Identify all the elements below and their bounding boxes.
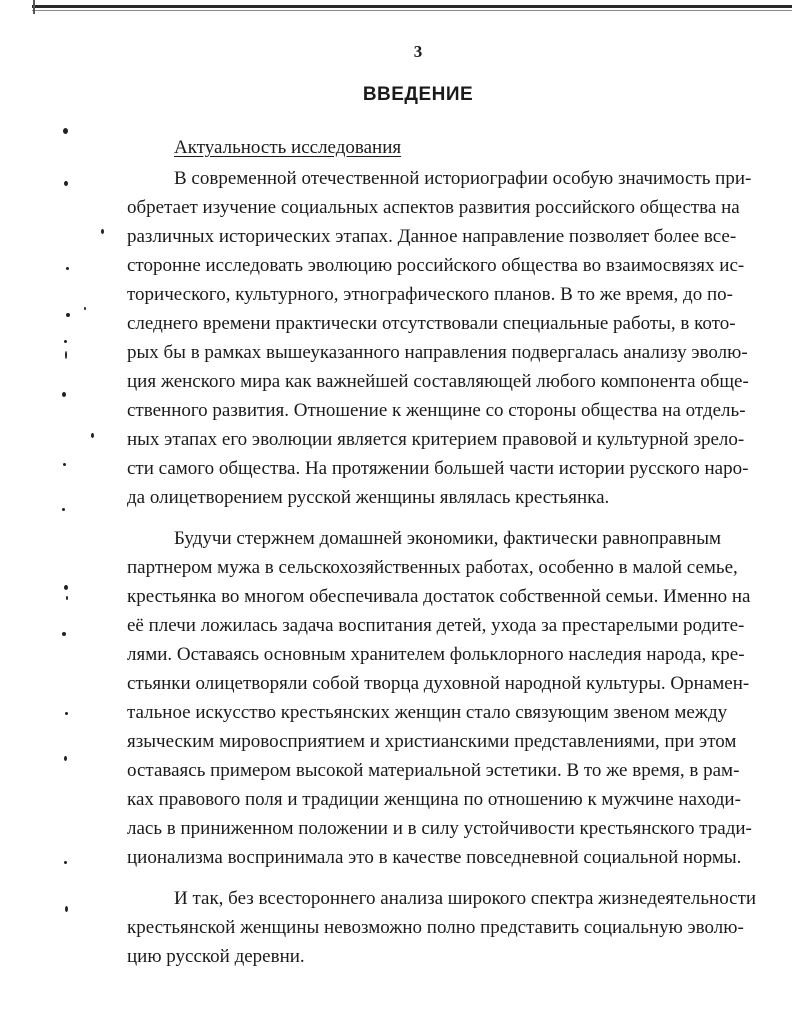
scan-speck: [63, 128, 68, 134]
text-line: лями. Оставаясь основным хранителем фольклорного наследия народа, кре-: [127, 644, 745, 665]
scan-top-border-thin: [32, 10, 792, 11]
paragraph-gap: [127, 872, 713, 884]
scan-speck: [64, 340, 67, 343]
scan-speck: [66, 267, 69, 270]
scan-speck: [65, 906, 68, 912]
text-line: её плечи ложилась задача воспитания детей, ухода за престарелыми родите-: [127, 615, 745, 636]
scan-speck: [62, 392, 66, 397]
text-line: оставаясь примером высокой материальной эстетики. В то же время, в рам-: [127, 760, 740, 781]
text-line: сторонне исследовать эволюцию российского общества во взаимосвязях ис-: [127, 255, 745, 276]
text-line: ках правового поля и традиции женщина по отношению к мужчине находи-: [127, 789, 741, 810]
text-line: крестьянка во многом обеспечивала достаток собственной семьи. Именно на: [127, 586, 751, 607]
scan-speck: [62, 632, 66, 636]
scan-speck: [64, 585, 68, 590]
text-line: торического, культурного, этнографического планов. В то же время, до по-: [127, 284, 733, 305]
page-number: 3: [413, 42, 423, 61]
scan-speck: [91, 433, 94, 438]
text-line: Будучи стержнем домашней экономики, фактически равноправным: [174, 528, 721, 549]
scan-speck: [84, 307, 86, 310]
text-line: В современной отечественной историографии особую значимость при-: [174, 168, 752, 189]
text-line: следнего времени практически отсутствовали специальные работы, в кото-: [127, 313, 736, 334]
paragraph-gap: [127, 512, 713, 524]
body-text: [127, 164, 757, 971]
text-line: лась в приниженном положении и в силу устойчивости крестьянского тради-: [127, 818, 752, 839]
text-line: различных исторических этапах. Данное направление позволяет более все-: [127, 226, 737, 247]
text-line: тальное искусство крестьянских женщин стало связующим звеном между: [127, 702, 728, 723]
scan-speck: [64, 756, 67, 761]
text-line: ных этапах его эволюции является критерием правовой и культурной зрело-: [127, 429, 745, 450]
scan-left-edge: [33, 0, 35, 14]
scan-speck: [65, 712, 68, 715]
text-line: ция женского мира как важнейшей составляющей любого компонента обще-: [127, 371, 749, 392]
scan-speck: [62, 508, 65, 511]
text-line: стьянки олицетворяли собой творца духовной народной культуры. Орнамен-: [127, 673, 750, 694]
scan-speck: [65, 351, 67, 359]
text-line: цию русской деревни.: [127, 946, 305, 967]
text-line: сти самого общества. На протяжении большей части истории русского наро-: [127, 458, 749, 479]
text-line: партнером мужа в сельскохозяйственных работах, особенно в малой семье,: [127, 557, 738, 578]
text-line: да олицетворением русской женщины являлась крестьянка.: [127, 487, 610, 508]
scan-speck: [64, 181, 68, 186]
text-line: ственного развития. Отношение к женщине со стороны общества на отдель-: [127, 400, 746, 421]
scan-speck: [66, 596, 68, 600]
scan-top-border: [32, 5, 792, 8]
scan-speck: [66, 313, 70, 317]
scan-speck: [101, 229, 104, 234]
text-line: языческим мировосприятием и христианскими представлениями, при этом: [127, 731, 737, 752]
text-line: И так, без всестороннего анализа широкого спектра жизнедеятельности: [174, 888, 757, 909]
text-line: рых бы в рамках вышеуказанного направления подвергалась анализу эволю-: [127, 342, 748, 363]
scan-speck: [64, 861, 67, 864]
text-line: ционализма воспринимала это в качестве повседневной социальной нормы.: [127, 847, 742, 868]
page-heading: ВВЕДЕНИЕ: [362, 84, 474, 105]
scan-speck: [63, 463, 66, 466]
text-line: крестьянской женщины невозможно полно представить социальную эволю-: [127, 917, 744, 938]
section-subheading: Актуальность исследования: [174, 137, 402, 158]
text-line: обретает изучение социальных аспектов развития российского общества на: [127, 197, 740, 218]
